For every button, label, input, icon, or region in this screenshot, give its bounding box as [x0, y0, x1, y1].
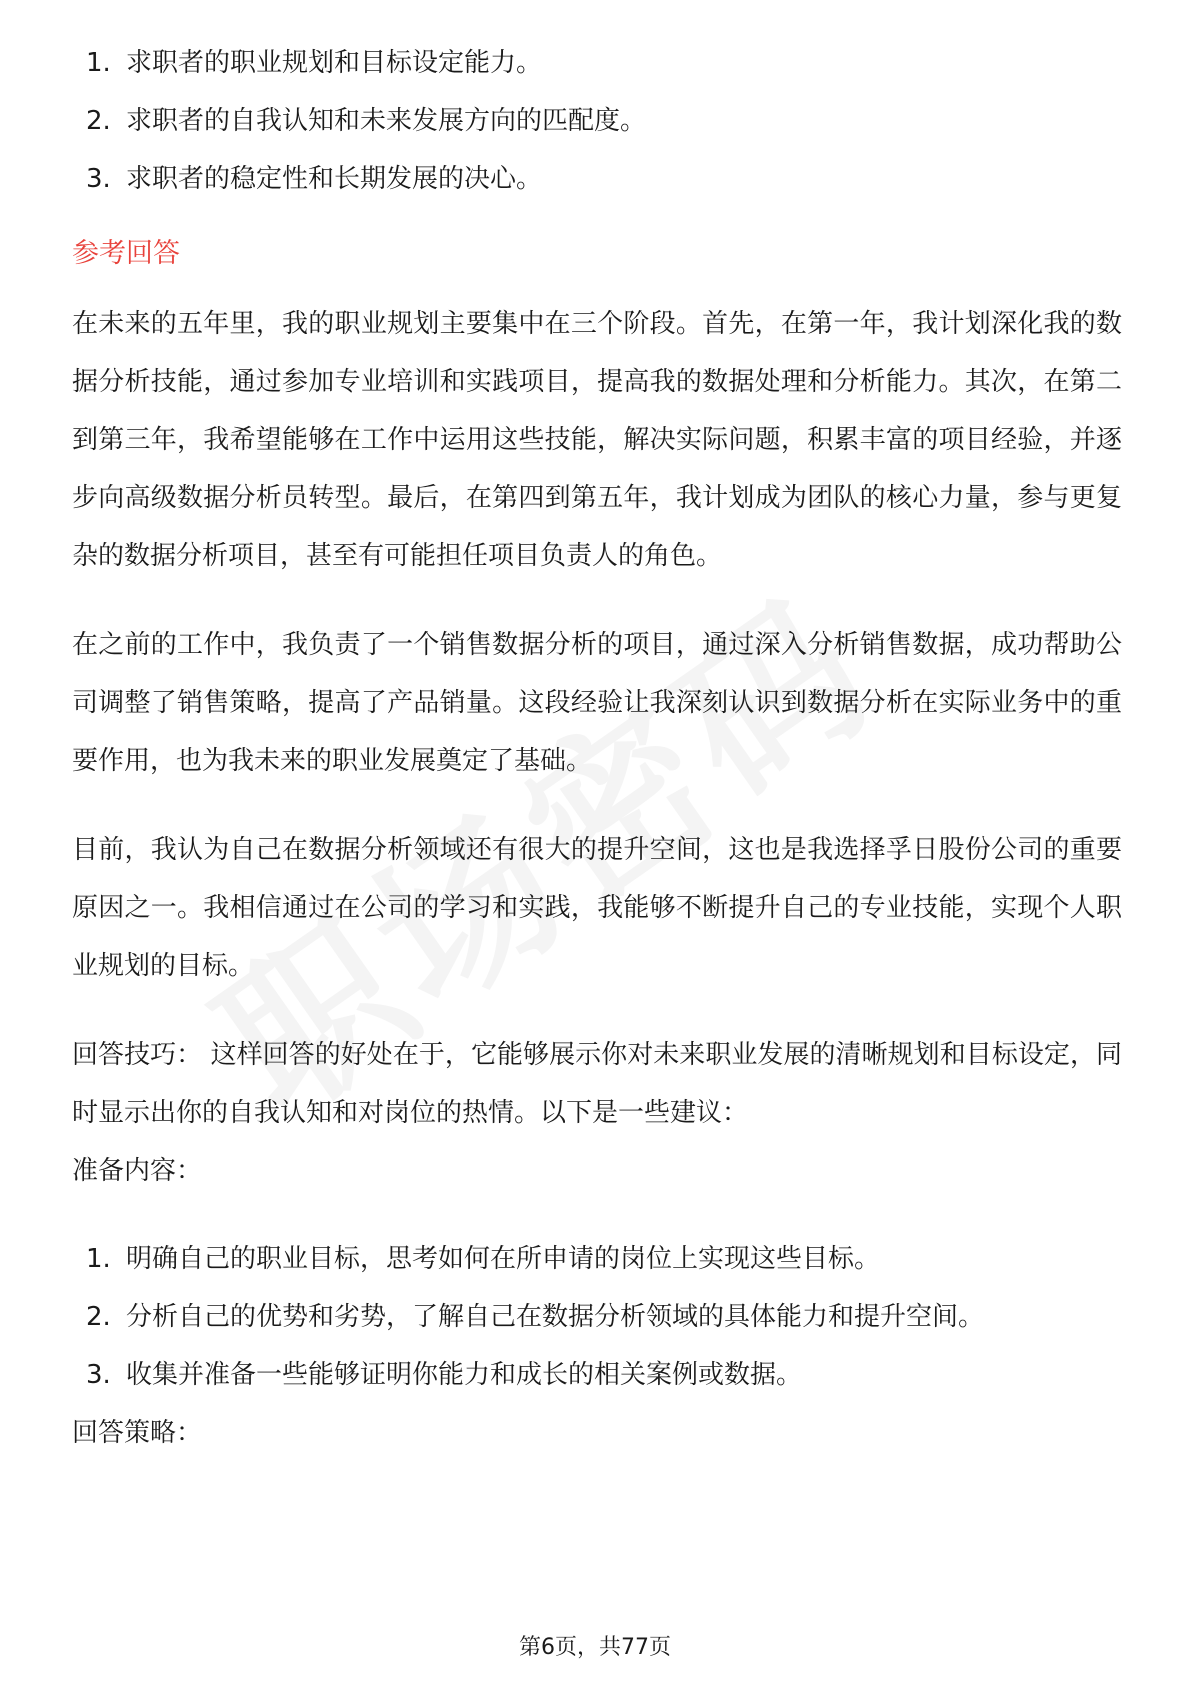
answer-paragraph-1: 在未来的五年里，我的职业规划主要集中在三个阶段。首先，在第一年，我计划深化我的数据分析技能，通过参加专业培训和实践项目，提高我的数据处理和分析能力。其次，在第二到第三年，我希望能够在工作中运用这些技能，解决实际问题，积累丰富的项目经验，并逐步向高级数据分析员转型。最后，在第四到第五年，我计划成为团队的核心力量，参与更复杂的数据分析项目，甚至有可能担任项目负责人的角色。 — [72, 309, 1122, 571]
list-item-text: 求职者的职业规划和目标设定能力。 — [126, 48, 543, 78]
list-item — [72, 150, 1122, 208]
answer-paragraph-2: 在之前的工作中，我负责了一个销售数据分析的项目，通过深入分析销售数据，成功帮助公司调整了销售策略，提高了产品销量。这段经验让我深刻认识到数据分析在实际业务中的重要作用，也为我未来的职业发展奠定了基础。 — [72, 630, 1122, 776]
answer-strategy-label: 回答策略： — [72, 1418, 203, 1448]
reference-answer-heading: 参考回答 — [72, 238, 180, 269]
list-number: 3. — [86, 1360, 111, 1390]
list-item-text: 求职者的自我认知和未来发展方向的匹配度。 — [126, 106, 647, 136]
prep-content-list — [72, 1230, 1122, 1404]
answer-paragraph-3: 目前，我认为自己在数据分析领域还有很大的提升空间，这也是我选择孚日股份公司的重要原因之一。我相信通过在公司的学习和实践，我能够不断提升自己的专业技能，实现个人职业规划的目标。 — [72, 835, 1122, 981]
page-top-edge — [0, 0, 1190, 22]
list-item-text: 收集并准备一些能够证明你能力和成长的相关案例或数据。 — [126, 1360, 803, 1390]
list-item — [72, 92, 1122, 150]
list-item-text: 明确自己的职业目标，思考如何在所申请的岗位上实现这些目标。 — [126, 1244, 881, 1274]
answer-tips-paragraph: 回答技巧： 这样回答的好处在于，它能够展示你对未来职业发展的清晰规划和目标设定，同时显示出你的自我认知和对岗位的热情。以下是一些建议： — [72, 1040, 1122, 1128]
list-item — [72, 34, 1122, 92]
list-number: 1. — [86, 1244, 111, 1274]
list-item — [72, 1288, 1122, 1346]
list-item-text: 求职者的稳定性和长期发展的决心。 — [126, 164, 543, 194]
page-content — [72, 0, 1122, 1462]
list-item — [72, 1230, 1122, 1288]
list-number: 2. — [86, 1302, 111, 1332]
prep-content-label: 准备内容： — [72, 1156, 203, 1186]
list-item — [72, 1346, 1122, 1404]
list-item-text: 分析自己的优势和劣势，了解自己在数据分析领域的具体能力和提升空间。 — [126, 1302, 985, 1332]
list-number: 2. — [86, 106, 111, 136]
page-number-footer: 第6页，共77页 — [519, 1635, 671, 1660]
evaluation-points-list — [72, 34, 1122, 208]
list-number: 1. — [86, 48, 111, 78]
list-number: 3. — [86, 164, 111, 194]
